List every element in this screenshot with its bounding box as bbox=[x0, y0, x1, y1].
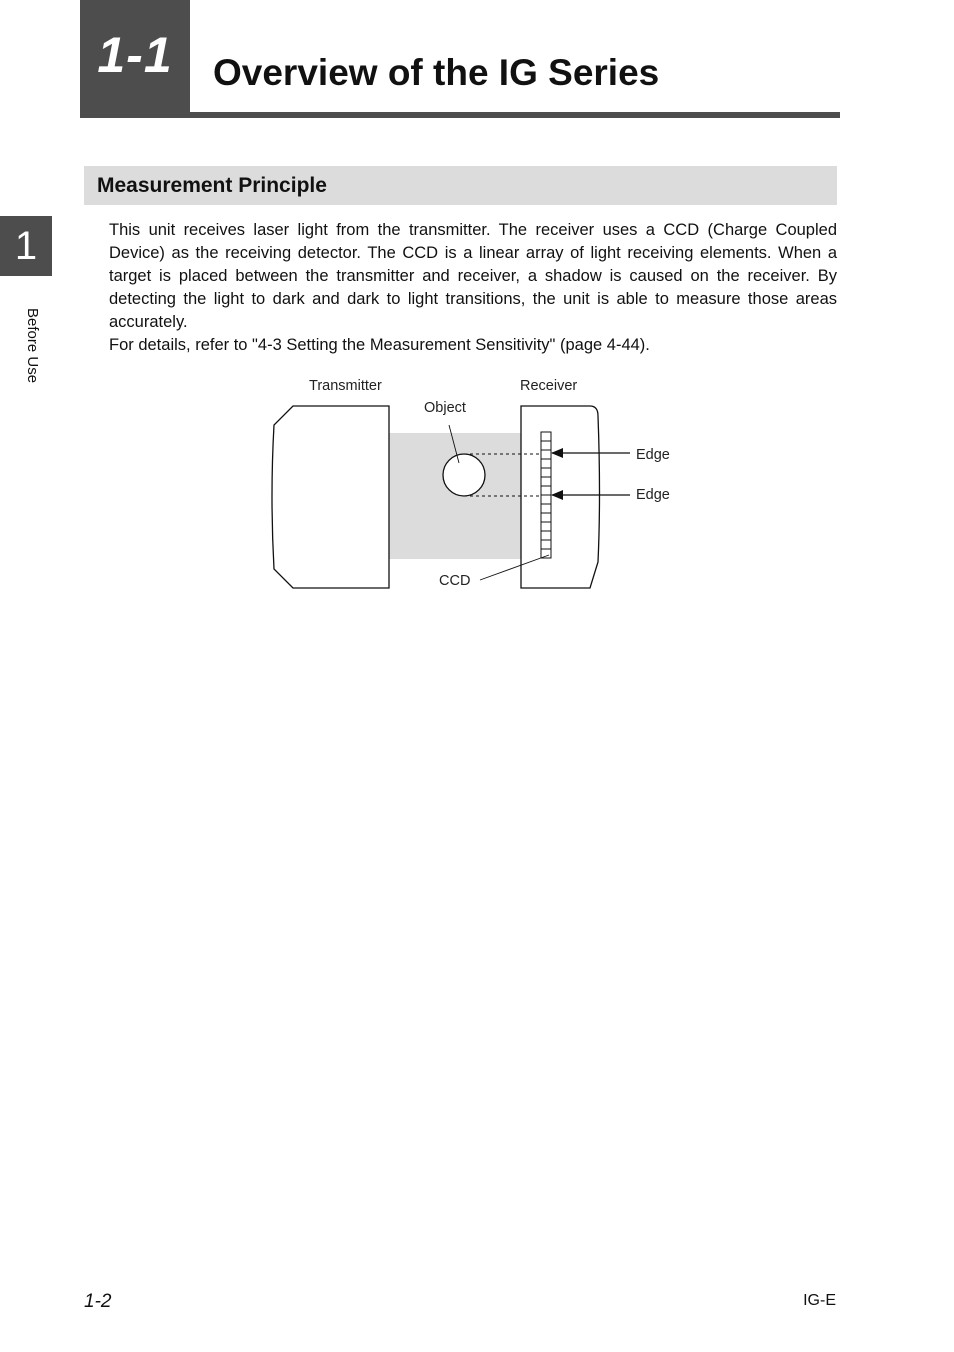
footer-page-number: 1-2 bbox=[84, 1291, 112, 1312]
object-circle bbox=[443, 454, 485, 496]
footer-manual-code: IG-E bbox=[803, 1292, 836, 1309]
chapter-number-box bbox=[80, 0, 190, 118]
object-label: Object bbox=[424, 400, 466, 416]
chapter-number: 1-1 bbox=[97, 27, 173, 83]
ccd-array bbox=[541, 432, 551, 558]
section-heading: Measurement Principle bbox=[97, 173, 327, 197]
edge-label-bottom: Edge bbox=[636, 487, 670, 503]
body-text bbox=[109, 219, 837, 357]
transmitter-label: Transmitter bbox=[309, 378, 382, 394]
side-tab-label: Before Use bbox=[24, 308, 41, 384]
receiver-label: Receiver bbox=[520, 378, 578, 394]
page-title: Overview of the IG Series bbox=[213, 52, 660, 93]
body-paragraph: This unit receives laser light from the transmitter. The receiver uses a CCD (Charge Coupled Device) as the receiving detector. The CCD is a linear array of light receiving elements. When a target is placed between the transmitter and receiver, a shadow is caused on the receiver. By detecting the light to dark and dark to light transitions, the unit is able to measure those areas accurately. bbox=[109, 221, 837, 331]
chapter-side-tab bbox=[0, 216, 52, 276]
section-header-bar bbox=[84, 166, 837, 205]
body-paragraph: For details, refer to "4-3 Setting the Measurement Sensitivity" (page 4-44). bbox=[109, 336, 650, 354]
measurement-principle-diagram bbox=[260, 372, 700, 597]
edge-label-top: Edge bbox=[636, 447, 670, 463]
side-tab-number: 1 bbox=[14, 223, 38, 268]
transmitter-body bbox=[272, 406, 389, 588]
ccd-label: CCD bbox=[439, 573, 471, 589]
title-underline bbox=[190, 112, 840, 118]
